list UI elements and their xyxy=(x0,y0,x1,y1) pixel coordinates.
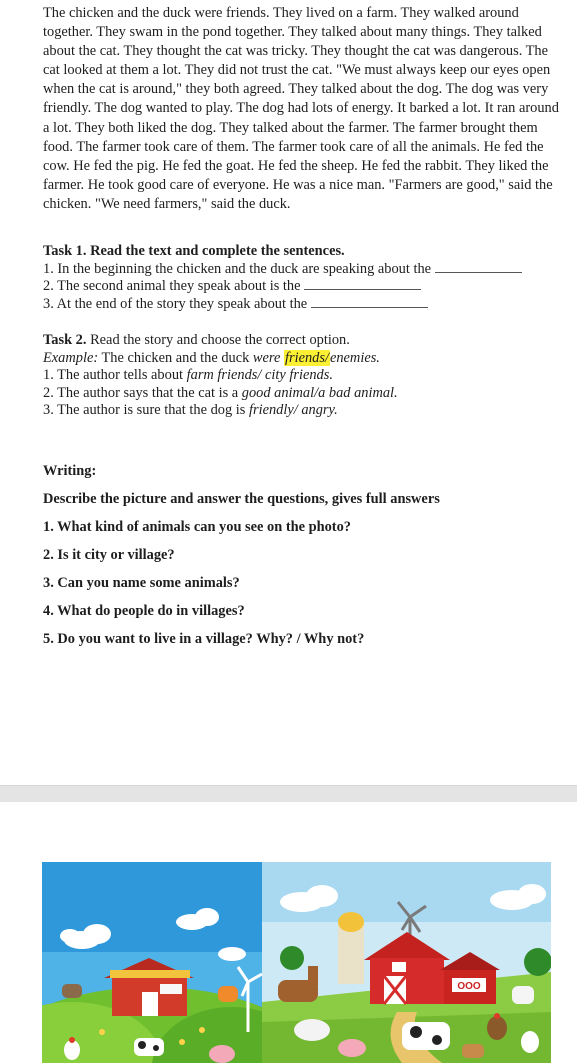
dog-icon xyxy=(462,1044,484,1058)
goat-icon xyxy=(62,984,82,998)
silo-icon xyxy=(338,912,364,984)
answer-blank xyxy=(304,278,421,290)
answer-blank xyxy=(435,261,522,273)
question-2: 2. Is it city or village? xyxy=(43,547,175,563)
picture-page xyxy=(0,802,577,1063)
task2-instruction: Read the story and choose the correct option. xyxy=(86,332,350,348)
cow-icon xyxy=(134,1038,164,1056)
answer-blank xyxy=(311,296,428,308)
chicken-icon xyxy=(521,1031,539,1053)
question-4: 4. What do people do in villages? xyxy=(43,603,245,619)
task2-item-2: 2. The author says that the cat is a good animal/a bad animal. xyxy=(43,384,398,401)
task2-item-3: 3. The author is sure that the dog is friendly/ angry. xyxy=(43,402,338,419)
writing-heading: Writing: xyxy=(43,463,97,479)
goat-icon xyxy=(512,986,534,1004)
cow-icon xyxy=(402,1022,450,1050)
task1-item-3: 3. At the end of the story they speak about the xyxy=(43,296,568,314)
task2-item-1: 1. The author tells about farm friends/ city friends. xyxy=(43,367,333,384)
highlighted-answer: friends/ xyxy=(284,349,329,366)
story-paragraph: The chicken and the duck were friends. They lived on a farm. They walked around together. They swam in the pond together. They talked about many things. They talked about the cat. They thought the cat was tricky. They thought the cat was dangerous. The cat looked at them a lot. They did not trust the cat. "We must always keep our eyes open when the cat is around," they both agreed. They talked about the dog. The dog was very friendly. The dog wanted to play. The dog had lots of energy. It barked a lot. It ran around a lot. They both liked the dog. They talked about the farmer. The farmer brought them food. The farmer took care of them. The farmer took care of all the animals. He fed the cow. He fed the pig. He fed the goat. He fed the sheep. He fed the rabbit. They liked the farmer. He took good care of everyone. He was a nice man. "Farmers are good," said the chicken. "We need farmers," said the duck. xyxy=(43,5,559,212)
task1-instruction: Read the text and complete the sentences. xyxy=(86,243,345,259)
task2-section xyxy=(43,332,568,420)
question-3: 3. Can you name some animals? xyxy=(43,575,240,591)
barn-sign: OOO xyxy=(457,981,481,992)
task2-heading xyxy=(43,332,568,350)
task1-heading xyxy=(43,243,568,261)
question-1: 1. What kind of animals can you see on the photo? xyxy=(43,519,351,535)
page-separator xyxy=(0,785,577,803)
sheep-icon xyxy=(294,1019,330,1041)
pig-icon xyxy=(209,1045,235,1063)
question-5: 5. Do you want to live in a village? Why? / Why not? xyxy=(43,631,365,647)
writing-instruction: Describe the picture and answer the questions, gives full answers xyxy=(43,491,440,507)
task1-item-2: 2. The second animal they speak about is the xyxy=(43,278,568,296)
pig-icon xyxy=(338,1039,366,1057)
task1-label: Task 1. xyxy=(43,243,87,259)
task2-label: Task 2. xyxy=(43,332,87,348)
farm-picture xyxy=(42,862,551,1063)
task1-section xyxy=(43,243,568,313)
task2-example: Example: The chicken and the duck were friends/enemies. xyxy=(43,349,380,366)
task1-item-1: 1. In the beginning the chicken and the duck are speaking about the xyxy=(43,261,568,279)
fox-icon xyxy=(218,986,238,1002)
writing-section xyxy=(43,461,568,657)
